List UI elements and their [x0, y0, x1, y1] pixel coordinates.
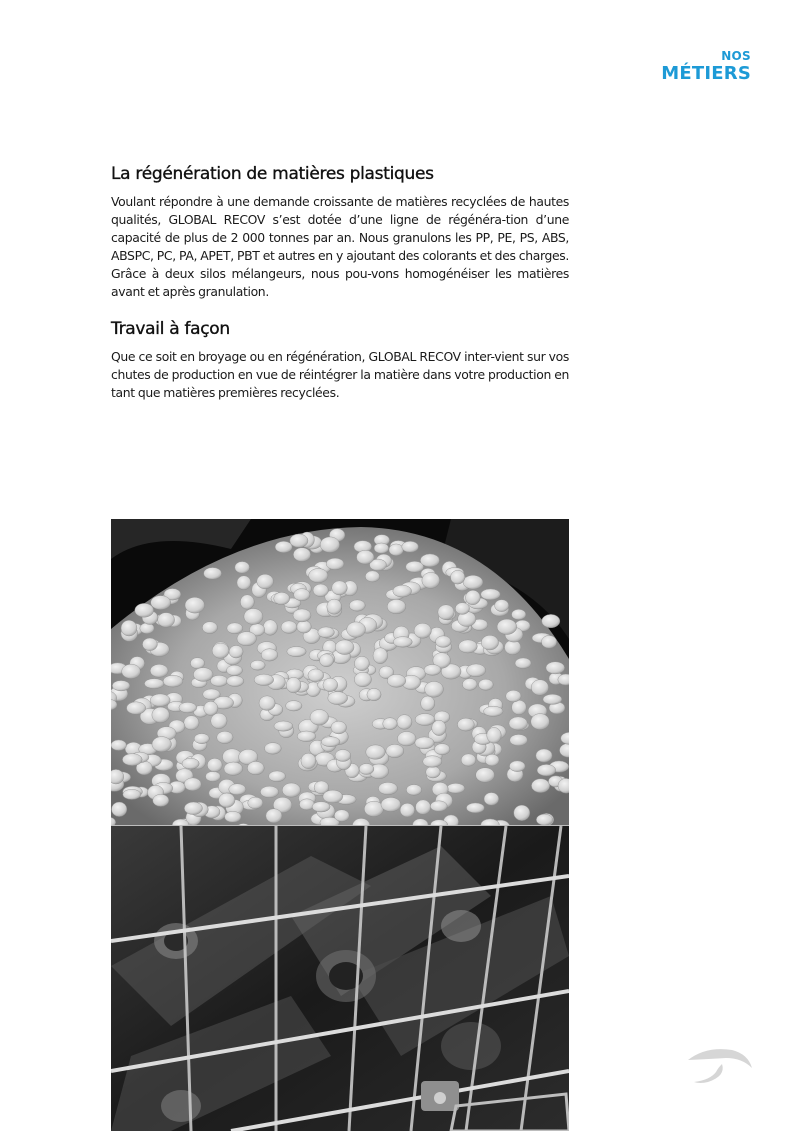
pellet [438, 605, 454, 620]
pellet [237, 576, 251, 590]
pellet [393, 637, 412, 648]
pellet [318, 627, 335, 638]
pellet [179, 702, 197, 713]
pellet [286, 677, 301, 693]
pellet [263, 620, 277, 636]
pellet [323, 678, 338, 692]
pellet [387, 599, 406, 613]
pellet [432, 720, 446, 735]
pellet [366, 745, 385, 759]
pellet [509, 717, 528, 730]
pellet [354, 656, 369, 670]
pellet [152, 707, 170, 723]
pellet [365, 571, 379, 582]
pellet [111, 740, 127, 751]
pellet [415, 737, 434, 749]
pellet [112, 681, 130, 691]
pellet [393, 585, 412, 597]
pellet [282, 783, 300, 797]
section-tag-line2: MÉTIERS [661, 63, 751, 84]
pellet [497, 619, 517, 634]
pellet [514, 805, 530, 821]
pellet [542, 614, 560, 627]
pellet [224, 762, 243, 775]
pellet [240, 595, 254, 610]
pellet [389, 544, 404, 556]
pellet [310, 710, 329, 726]
pellet [121, 620, 137, 636]
pellet [463, 575, 483, 589]
pellet [229, 784, 246, 795]
pellet [373, 648, 388, 664]
wire-cage-bottles-photo [111, 826, 569, 1131]
pellet [312, 802, 330, 812]
pellet [459, 640, 478, 653]
pellet [144, 679, 164, 689]
pellet [123, 789, 141, 799]
pellet [327, 599, 342, 614]
pellet [301, 753, 316, 769]
pellet [308, 669, 324, 682]
brand-swoosh-logo [686, 1046, 754, 1086]
pellet [430, 801, 447, 812]
pellet [122, 754, 142, 766]
pellet [274, 721, 293, 731]
pellet [425, 681, 444, 697]
pellet [290, 534, 308, 547]
pellet [150, 664, 168, 677]
pellet [381, 797, 401, 811]
pellet [297, 621, 312, 634]
pellet [153, 794, 169, 806]
section-title: La régénération de matières plastiques [111, 164, 434, 184]
section-body: Que ce soit en broyage ou en régénération, GLOBAL RECOV inter-vient sur vos chutes de production en vue de réintégrer la matière dans votre production en tant que matières premières recyclées. [111, 349, 569, 400]
pellet [415, 714, 435, 726]
pellet [331, 721, 347, 734]
pellet [414, 623, 431, 638]
pellet [484, 793, 499, 806]
pellet [286, 701, 302, 711]
pellet [455, 603, 469, 615]
pellet [531, 714, 550, 730]
pellet [420, 554, 439, 567]
pellet [212, 643, 229, 658]
pellet [434, 744, 450, 755]
pellet [476, 768, 495, 783]
pellet [259, 696, 275, 711]
pellet [354, 672, 371, 687]
pellet [357, 550, 375, 564]
pellet [204, 568, 222, 580]
pellet [364, 801, 383, 816]
pellet [481, 589, 501, 600]
pellet [485, 754, 499, 766]
pellet [466, 803, 484, 813]
pellet [227, 623, 243, 634]
pellet [182, 758, 199, 769]
pellet [193, 668, 213, 682]
pellet [531, 779, 549, 793]
pellet [487, 727, 502, 743]
pellet [397, 715, 412, 730]
section-tag [661, 50, 751, 83]
pellet [266, 809, 282, 823]
pellet [244, 609, 263, 625]
pellet [225, 811, 242, 822]
pellet [163, 675, 183, 687]
pellet [135, 603, 154, 617]
pellet [515, 658, 531, 669]
pellet [294, 589, 310, 601]
pellet [206, 771, 221, 781]
pellet [261, 649, 278, 661]
pellet [250, 660, 265, 670]
pellet [378, 782, 397, 794]
pellet [328, 692, 348, 705]
section-title: Travail à façon [111, 319, 230, 339]
pellet [142, 638, 157, 651]
pellet [122, 664, 141, 678]
pellet [320, 537, 339, 553]
pellet [537, 764, 556, 776]
pellet [248, 797, 263, 809]
pellet [332, 581, 348, 595]
pellet [184, 802, 202, 815]
pellet [158, 613, 175, 628]
pellet [359, 764, 374, 775]
pellet [367, 688, 381, 700]
pellet [274, 592, 290, 604]
pellet [150, 694, 170, 707]
pellet [416, 800, 431, 815]
pellet [512, 609, 526, 619]
pellet [347, 622, 366, 637]
pellet [152, 737, 171, 752]
pellet [436, 636, 452, 648]
pellet [531, 680, 548, 696]
pellet [334, 810, 349, 822]
pellet [185, 597, 205, 613]
pellet [227, 676, 244, 687]
pellet [510, 734, 528, 745]
pellet [512, 700, 527, 715]
pellet [235, 562, 250, 574]
section-travail-facon [111, 319, 569, 402]
pellet [184, 778, 201, 791]
pellet [467, 664, 486, 677]
pellet [313, 584, 328, 597]
pellet [536, 749, 552, 762]
pellet [184, 716, 199, 730]
pellet [151, 596, 171, 610]
pellet [397, 732, 416, 746]
pellet [229, 645, 243, 658]
pellet [219, 793, 235, 807]
pellet [323, 790, 343, 803]
photo-stack [111, 519, 569, 1131]
pellet [140, 623, 154, 634]
pellet [457, 718, 474, 731]
pellet [479, 679, 494, 690]
pellet [326, 558, 344, 570]
pellet [426, 766, 441, 778]
pellet [207, 758, 222, 772]
pellet [386, 744, 404, 757]
pellet [211, 713, 227, 729]
pellet [546, 662, 565, 674]
pellet [269, 771, 286, 782]
pellet [349, 600, 365, 611]
pellet [447, 783, 465, 793]
pellet [299, 799, 314, 810]
section-regeneration [111, 164, 569, 301]
pellet [543, 694, 562, 704]
pellet [461, 754, 476, 766]
pellet [387, 674, 406, 687]
pellet [265, 743, 282, 755]
pellet [320, 654, 334, 667]
pellet [402, 541, 419, 552]
pellet [484, 706, 504, 716]
pellet [287, 647, 306, 657]
pellet [293, 609, 311, 622]
pellet [202, 622, 217, 634]
pellet [190, 658, 204, 669]
pellet [112, 802, 127, 817]
pellet [481, 635, 498, 650]
pellet [204, 701, 218, 715]
pellet [297, 731, 316, 742]
plastic-pellets-photo [111, 519, 569, 825]
pellet [536, 814, 552, 825]
pellet [462, 679, 477, 691]
pellet [293, 548, 310, 562]
pellet [421, 696, 435, 711]
pellet [237, 632, 256, 646]
pellet [422, 572, 440, 588]
section-body: Voulant répondre à une demande croissante de matières recyclées de hautes qualités, GLOBAL RECOV s’est dotée d’une ligne de régénéra-tion d’une capacité de plus de 2 000 tonnes par an. Nous granulons les PP, PE, PS, ABS, ABSPC, PC, PA, APET, PBT et autres en y ajoutant des colorants et des charges. Grâce à deux silos mélangeurs, nous pou-vons homogénéiser les matières avant et après granulation. [111, 194, 569, 299]
pellet [509, 761, 525, 772]
pellet [127, 702, 146, 715]
pellet [257, 574, 274, 589]
pellet [194, 734, 209, 744]
pellet [210, 675, 227, 686]
pellet [335, 750, 351, 762]
pellet [424, 665, 441, 676]
pellet [423, 756, 442, 768]
pellet [466, 590, 481, 605]
pellet [275, 541, 292, 552]
pellet [400, 803, 415, 817]
pellet [541, 636, 556, 649]
pellet [506, 690, 521, 702]
section-tag-line1: NOS [721, 49, 751, 63]
pellet [260, 786, 278, 798]
pellet [383, 718, 398, 730]
pellet [406, 785, 421, 796]
pellet [247, 761, 264, 774]
pellet [374, 543, 389, 553]
pellet [451, 570, 465, 584]
pellet [254, 674, 274, 685]
pellet [281, 621, 297, 634]
pellet [335, 640, 354, 655]
pellet [309, 569, 328, 583]
pellet [321, 737, 340, 747]
pellet [227, 665, 243, 676]
article [111, 164, 569, 402]
pellet [495, 600, 509, 612]
pellet [217, 731, 233, 743]
